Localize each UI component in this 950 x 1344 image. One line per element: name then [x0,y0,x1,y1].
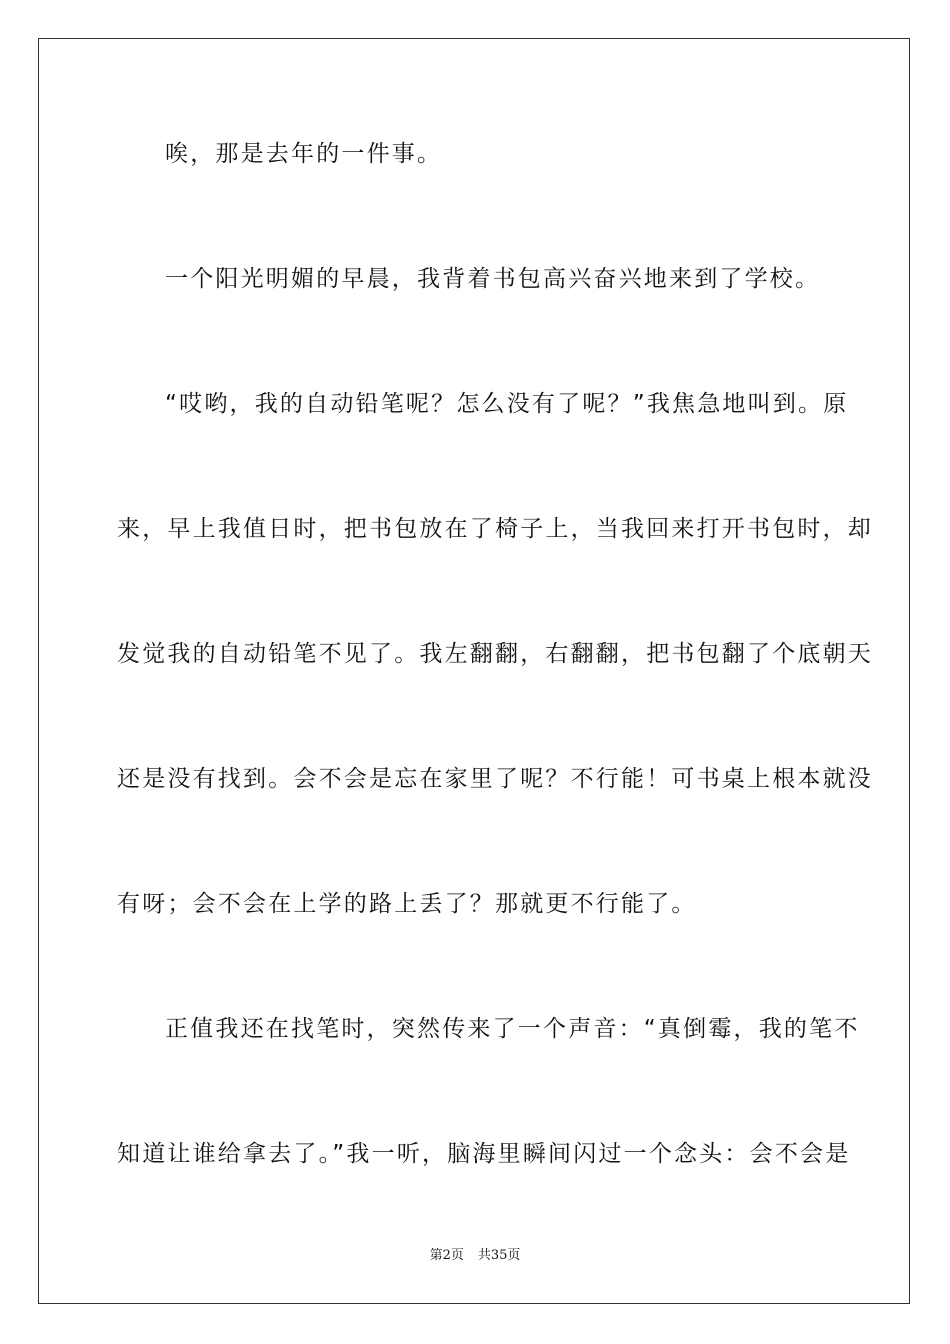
paragraph-line-4: 来，早上我值日时，把书包放在了椅子上，当我回来打开书包时，却 [117,516,873,542]
page-number: 第2页 [429,1248,464,1263]
paragraph-line-9: 知道让谁给拿去了。”我一听，脑海里瞬间闪过一个念头：会不会是 [117,1141,851,1167]
paragraph-line-5: 发觉我的自动铅笔不见了。我左翻翻，右翻翻，把书包翻了个底朝天 [117,641,873,667]
paragraph-line-1: 唉，那是去年的一件事。 [165,141,443,167]
paragraph-line-3: “哎哟，我的自动铅笔呢？怎么没有了呢？”我焦急地叫到。原 [165,391,849,417]
paragraph-line-2: 一个阳光明媚的早晨，我背着书包高兴奋兴地来到了学校。 [165,266,821,292]
paragraph-line-6: 还是没有找到。会不会是忘在家里了呢？不行能！可书桌上根本就没 [117,766,873,792]
paragraph-line-8: 正值我还在找笔时，突然传来了一个声音：“真倒霉，我的笔不 [165,1016,860,1042]
page-footer [0,1247,950,1265]
paragraph-line-7: 有呀；会不会在上学的路上丢了？那就更不行能了。 [117,891,697,917]
page-border [38,38,910,1304]
page-total: 共35页 [477,1248,521,1263]
